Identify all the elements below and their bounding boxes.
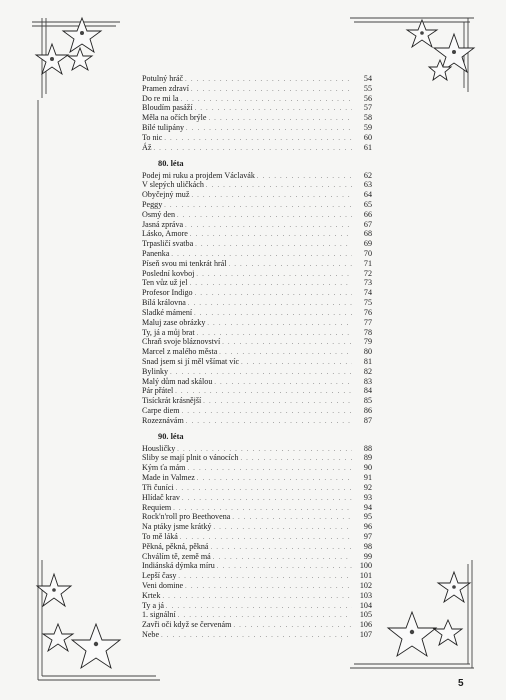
toc-entry	[142, 561, 372, 571]
toc-entry-page: 54	[363, 74, 372, 83]
dot-leader	[191, 86, 352, 96]
toc-entry	[142, 601, 372, 611]
toc-entry-title: Osmý den	[142, 209, 176, 219]
section-heading-80s: 80. léta	[158, 158, 184, 168]
toc-entry	[142, 249, 372, 259]
toc-entry-title: Bílá královna	[142, 298, 186, 308]
dot-leader	[229, 261, 352, 271]
toc-entry-page: 57	[363, 103, 372, 113]
toc-entry	[142, 406, 372, 416]
toc-entry-page: 76	[363, 307, 372, 317]
toc-entry-title: Tisíckrát krásnější	[142, 396, 202, 406]
toc-entry	[142, 269, 372, 279]
toc-entry-page: 87	[363, 415, 372, 425]
toc-entry	[142, 94, 372, 104]
toc-entry	[142, 581, 372, 591]
toc-entry-title: Ty a já	[142, 600, 164, 610]
dot-leader	[207, 320, 352, 330]
toc-group-early	[142, 74, 372, 153]
toc-entry-title: Pár přátel	[142, 386, 174, 396]
toc-entry	[142, 229, 372, 239]
toc-entry-title: Veni domine	[142, 581, 184, 590]
dot-leader	[191, 192, 352, 202]
toc-entry	[142, 532, 372, 542]
toc-entry-title: To mě láká	[142, 531, 178, 541]
toc-entry-title: To nic	[142, 132, 163, 142]
toc-entry-page: 80	[363, 347, 372, 357]
toc-entry-page: 98	[363, 541, 372, 551]
toc-entry-page: 72	[363, 268, 372, 278]
star-ornament-icon	[372, 566, 482, 670]
dot-leader	[213, 554, 352, 564]
toc-entry-page: 68	[363, 229, 372, 239]
toc-entry-page: 71	[363, 258, 372, 268]
toc-entry-title: Bloudím pasáží	[142, 103, 193, 113]
dot-leader	[217, 563, 352, 573]
toc-entry-page: 64	[363, 190, 372, 200]
dot-leader	[186, 125, 352, 135]
toc-entry-page: 101	[359, 571, 372, 581]
toc-entry-page: 83	[363, 376, 372, 386]
toc-entry-page: 82	[363, 366, 372, 376]
toc-entry-page: 88	[363, 443, 372, 453]
toc-entry	[142, 473, 372, 483]
dot-leader	[190, 231, 352, 241]
dot-leader	[177, 212, 352, 222]
toc-entry-title: Áž	[142, 142, 152, 152]
toc-entry	[142, 220, 372, 230]
toc-entry-title: Made in Valmez	[142, 473, 195, 483]
toc-entry	[142, 200, 372, 210]
toc-entry-page: 99	[363, 551, 372, 561]
toc-entry-page: 59	[363, 123, 372, 133]
dot-leader	[222, 339, 352, 349]
dot-leader	[186, 418, 352, 428]
toc-entry	[142, 552, 372, 562]
dot-leader	[197, 475, 352, 485]
dot-leader	[178, 573, 352, 583]
toc-entry-title: Pramen zdraví	[142, 83, 189, 93]
toc-entry-page: 103	[359, 590, 372, 600]
toc-entry-page: 58	[363, 113, 372, 123]
toc-entry	[142, 571, 372, 581]
toc-entry-title: Profesor Indigo	[142, 288, 193, 298]
toc-group-80s	[142, 171, 372, 426]
dot-leader	[233, 622, 352, 632]
toc-entry	[142, 171, 372, 181]
toc-entry-title: Hlídač krav	[142, 492, 180, 502]
toc-entry-title: Obyčejný muž	[142, 190, 190, 200]
toc-entry-title: Do re mi la	[142, 93, 179, 103]
toc-entry	[142, 367, 372, 377]
toc-entry	[142, 493, 372, 503]
toc-entry-title: Zavři oči když se červenám	[142, 620, 232, 630]
dot-leader	[188, 300, 352, 310]
toc-entry	[142, 210, 372, 220]
star-ornament-icon	[392, 14, 482, 104]
dot-leader	[209, 115, 353, 125]
toc-entry-title: Potulný hráč	[142, 74, 184, 83]
dot-leader	[182, 495, 352, 505]
toc-entry	[142, 74, 372, 84]
toc-entry	[142, 377, 372, 387]
dot-leader	[185, 583, 352, 593]
dot-leader	[203, 398, 352, 408]
toc-entry-title: Krtek	[142, 590, 161, 600]
toc-entry-page: 60	[363, 132, 372, 142]
toc-entry	[142, 288, 372, 298]
dot-leader	[232, 514, 352, 524]
toc-entry-page: 107	[359, 630, 372, 640]
dot-leader	[206, 182, 352, 192]
toc-entry-page: 100	[359, 561, 372, 571]
dot-leader	[240, 455, 352, 465]
toc-entry	[142, 522, 372, 532]
toc-entry	[142, 337, 372, 347]
toc-entry	[142, 123, 372, 133]
toc-entry	[142, 113, 372, 123]
toc-entry-title: Chraň svoje bláznovství	[142, 337, 221, 347]
toc-entry-title: Ten vůz už jel	[142, 278, 188, 288]
toc-entry-page: 91	[363, 473, 372, 483]
toc-entry-page: 62	[363, 170, 372, 180]
toc-entry-page: 96	[363, 522, 372, 532]
toc-entry	[142, 190, 372, 200]
toc-entry-title: Rock'n'roll pro Beethovena	[142, 512, 231, 522]
toc-entry-page: 73	[363, 278, 372, 288]
toc-entry-title: Marcel z malého města	[142, 347, 218, 357]
toc-entry-title: Malý dům nad skálou	[142, 376, 213, 386]
toc-entry-page: 95	[363, 512, 372, 522]
toc-entry-page: 106	[359, 620, 372, 630]
toc-entry-title: Tři čuníci	[142, 482, 174, 492]
toc-entry	[142, 133, 372, 143]
toc-entry-page: 81	[363, 356, 372, 366]
toc-entry-page: 67	[363, 219, 372, 229]
toc-entry-title: Ty, já a můj brat	[142, 327, 195, 337]
toc-entry	[142, 483, 372, 493]
dot-leader	[164, 135, 352, 145]
toc-entry	[142, 610, 372, 620]
toc-entry-title: Carpe diem	[142, 406, 180, 415]
toc-entry-page: 93	[363, 492, 372, 502]
table-of-contents	[142, 74, 372, 640]
toc-entry	[142, 416, 372, 426]
dot-leader	[162, 593, 352, 603]
toc-entry-page: 84	[363, 386, 372, 396]
toc-entry-title: Na ptáky jsme krátký	[142, 522, 212, 532]
toc-entry-page: 55	[363, 83, 372, 93]
toc-entry-page: 85	[363, 396, 372, 406]
toc-entry-page: 66	[363, 209, 372, 219]
toc-entry-page: 92	[363, 482, 372, 492]
dot-leader	[176, 485, 352, 495]
dot-leader	[182, 408, 352, 418]
toc-entry-page: 89	[363, 453, 372, 463]
toc-entry-title: Kým ťa mám	[142, 463, 186, 473]
toc-entry-page: 74	[363, 288, 372, 298]
star-ornament-icon	[30, 566, 140, 676]
toc-entry-title: Rozeznávám	[142, 415, 184, 425]
toc-entry	[142, 259, 372, 269]
toc-entry	[142, 298, 372, 308]
toc-entry	[142, 180, 372, 190]
toc-entry-page: 63	[363, 180, 372, 190]
dot-leader	[194, 310, 352, 320]
toc-entry-title: Lásko, Amore	[142, 229, 188, 239]
toc-entry-page: 90	[363, 463, 372, 473]
toc-entry-page: 70	[363, 249, 372, 258]
toc-entry-page: 65	[363, 199, 372, 209]
toc-entry-title: Maluj zase obrázky	[142, 317, 206, 327]
toc-entry	[142, 396, 372, 406]
toc-entry	[142, 386, 372, 396]
toc-entry-title: Podej mi ruku a projdem Václavák	[142, 170, 255, 180]
toc-entry-page: 105	[359, 610, 372, 620]
toc-entry-title: Měla na očích brýle	[142, 113, 207, 123]
toc-entry-page: 86	[363, 406, 372, 415]
toc-entry	[142, 328, 372, 338]
dot-leader	[214, 379, 352, 389]
dot-leader	[185, 222, 352, 232]
toc-entry-title: Jasná zpráva	[142, 219, 184, 229]
toc-entry-title: Píseň svou mi tenkrát hrál	[142, 258, 227, 268]
toc-entry	[142, 444, 372, 454]
toc-entry-page: 104	[359, 600, 372, 610]
toc-entry-page: 97	[363, 531, 372, 541]
toc-entry-page: 102	[359, 581, 372, 590]
toc-entry-title: Poslední kovboj	[142, 268, 195, 278]
toc-entry	[142, 239, 372, 249]
dot-leader	[195, 241, 352, 251]
toc-entry	[142, 278, 372, 288]
toc-entry-page: 94	[363, 502, 372, 512]
dot-leader	[161, 632, 352, 642]
toc-entry	[142, 503, 372, 513]
toc-entry-title: Housličky	[142, 443, 176, 453]
toc-entry-title: Peggy	[142, 199, 163, 209]
toc-entry-page: 75	[363, 298, 372, 308]
toc-entry-page: 77	[363, 317, 372, 327]
toc-entry-title: 1. signální	[142, 610, 176, 620]
toc-entry-page: 78	[363, 327, 372, 337]
toc-entry	[142, 84, 372, 94]
toc-entry-title: Nebe	[142, 630, 160, 640]
toc-entry-title: Indiánská dýmka míru	[142, 561, 215, 571]
toc-group-90s	[142, 444, 372, 640]
toc-entry	[142, 630, 372, 640]
toc-entry	[142, 308, 372, 318]
dot-leader	[190, 280, 352, 290]
dot-leader	[257, 173, 352, 183]
toc-entry-title: Pěkná, pěkná, pěkná	[142, 541, 209, 551]
toc-entry	[142, 591, 372, 601]
toc-entry-title: Lepší časy	[142, 571, 177, 581]
dot-leader	[213, 524, 352, 534]
toc-entry	[142, 463, 372, 473]
toc-entry-title: Sliby se mají plnit o vánocích	[142, 453, 239, 463]
toc-entry-title: Requiem	[142, 502, 172, 512]
dot-leader	[241, 359, 352, 369]
toc-entry-page: 79	[363, 337, 372, 347]
toc-entry	[142, 512, 372, 522]
dot-leader	[211, 544, 352, 554]
section-heading-90s: 90. léta	[158, 431, 184, 441]
toc-entry	[142, 318, 372, 328]
toc-entry	[142, 620, 372, 630]
toc-entry	[142, 347, 372, 357]
toc-entry	[142, 357, 372, 367]
toc-entry-title: Snad jsem si jí měl všímat víc	[142, 356, 240, 366]
toc-entry	[142, 453, 372, 463]
toc-entry	[142, 143, 372, 153]
dot-leader	[195, 290, 352, 300]
toc-entry-title: V slepých uličkách	[142, 180, 204, 190]
star-ornament-icon	[30, 14, 120, 104]
toc-entry	[142, 542, 372, 552]
dot-leader	[196, 271, 352, 281]
toc-entry-page: 56	[363, 93, 372, 103]
page-number: 5	[458, 678, 464, 689]
dot-leader	[185, 76, 352, 86]
toc-entry-page: 61	[363, 142, 372, 152]
dot-leader	[181, 96, 352, 106]
toc-entry-title: Trpasličí svatba	[142, 239, 194, 249]
dot-leader	[166, 603, 352, 613]
dot-leader	[187, 465, 352, 475]
toc-entry-title: Sladké mámení	[142, 307, 193, 317]
toc-entry-title: Bílé tulipány	[142, 123, 185, 133]
toc-entry-page: 69	[363, 239, 372, 249]
toc-entry-title: Panenka	[142, 249, 170, 258]
toc-entry	[142, 103, 372, 113]
toc-entry-title: Bylinky	[142, 366, 169, 376]
dot-leader	[195, 105, 352, 115]
toc-entry-title: Chválím tě, země má	[142, 551, 211, 561]
dot-leader	[164, 202, 352, 212]
